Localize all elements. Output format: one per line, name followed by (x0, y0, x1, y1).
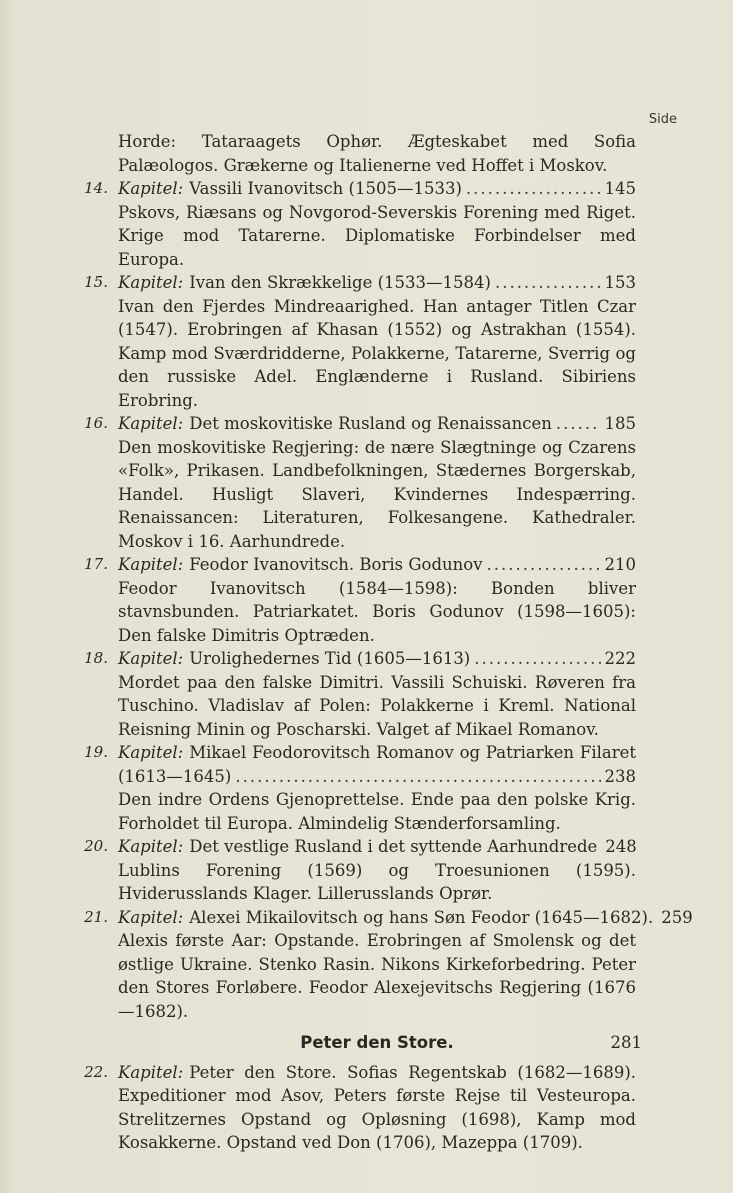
entry-page: 145 (604, 179, 636, 198)
entry-description: Den moskovitiske Regjering: de nære Slægtninge og Czarens «Folk», Prikasen. Landbefolkningen, Stædernes Borgerskab, Handel. Husligt Slaveri, Kvindernes Indespærring. Renaissancen: Literaturen, Folkesangene. Kathedraler. Moskov i 16. Aarhundrede. (118, 437, 636, 551)
entry-number: 22. (84, 1062, 108, 1081)
toc-entry-22 (84, 1061, 637, 1155)
dot-leader (487, 553, 601, 577)
entry-title: Alexei Mikailovitsch og hans Søn Feodor (1645—1682). (189, 907, 654, 927)
section-page: 281 (610, 1033, 642, 1052)
entry-description: Sofias Regentskab (1682—1689). Expeditioner mod Asov, Peters første Rejse til Vesteuropa. Strelitzernes Opstand og Opløsning (1698), Kamp mod Kosakkerne. Opstand ved Don (1706), Mazeppa (1709). (118, 1062, 637, 1152)
entry-number: 20. (84, 837, 108, 855)
entry-heading (118, 741, 636, 765)
entry-title: Peter den Store. (189, 1062, 337, 1082)
entry-description: Lublins Forening (1569) og Troesunionen (1595). Hviderusslands Klager. Lillerusslands Oprør. (118, 860, 636, 903)
intro-text: Horde: Tataraagets Ophør. Ægteskabet med Sofia Palæologos. Grækerne og Italienerne ved Hoffet i Moskov. (118, 132, 636, 175)
toc-entry (84, 177, 636, 271)
dot-leader (495, 271, 601, 295)
dot-leader (466, 177, 601, 201)
entry-page: 185 (604, 414, 636, 433)
entry-number: 18. (84, 649, 108, 667)
kapitel-label: Kapitel: (118, 743, 184, 762)
kapitel-label: Kapitel: (118, 555, 184, 574)
toc-entries (84, 177, 693, 1023)
section-heading (118, 1031, 642, 1055)
dot-leader (556, 412, 601, 436)
entry-heading (118, 271, 636, 295)
entry-title: Vassili Ivanovitsch (1505—1533) (189, 179, 462, 198)
kapitel-label: Kapitel: (118, 907, 184, 927)
entry-description: Den indre Ordens Gjenoprettelse. Ende paa den polske Krig. Forholdet til Europa. Almindelig Stænderforsamling. (118, 790, 636, 833)
entry-title: Urolighedernes Tid (1605—1613) (189, 649, 471, 668)
entry-number: 15. (84, 273, 108, 291)
entry-page: 259 (661, 907, 693, 927)
entry-description: Feodor Ivanovitsch (1584—1598): Bonden bliver stavnsbunden. Patriarkatet. Boris Godunov (1598—1605): Den falske Dimitris Optræden. (118, 578, 636, 645)
entry-description: Pskovs, Riæsans og Novgorod-Severskis Forening med Riget. Krige mod Tatarerne. Diplomatiske Forbindelser med Europa. (118, 202, 636, 269)
kapitel-label: Kapitel: (118, 837, 184, 856)
entry-heading-cont (118, 765, 636, 789)
entry-number: 14. (84, 179, 108, 197)
kapitel-label: Kapitel: (118, 273, 184, 292)
entry-description: Mordet paa den falske Dimitri. Vassili Schuiski. Røveren fra Tuschino. Vladislav af Polen: Polakkerne i Kreml. National Reisning Minin og Poscharski. Valget af Mikael Romanov. (118, 672, 636, 739)
entry-title: Mikael Feodorovitsch Romanov og Patriarken Filaret (189, 743, 636, 762)
entry-page: 222 (604, 649, 636, 668)
entry-heading (118, 647, 636, 671)
toc-entry (84, 741, 636, 835)
entry-heading (118, 412, 636, 436)
toc-entry (84, 553, 636, 647)
toc-entry (84, 835, 637, 906)
toc-entry (84, 412, 636, 553)
entry-title: Feodor Ivanovitsch. Boris Godunov (189, 555, 483, 574)
section-title: Peter den Store. (300, 1033, 454, 1052)
kapitel-label: Kapitel: (118, 649, 184, 668)
entry-number: 21. (84, 907, 108, 926)
entry-title-cont: (1613—1645) (118, 766, 232, 786)
entry-heading (118, 906, 693, 930)
toc-entry (84, 647, 636, 741)
entry-title: Ivan den Skrækkelige (1533—1584) (189, 273, 491, 292)
entry-page: 153 (604, 273, 636, 292)
kapitel-label: Kapitel: (118, 414, 184, 433)
entry-page: 248 (605, 837, 637, 856)
kapitel-label: Kapitel: (118, 1062, 184, 1082)
entry-title: Det vestlige Rusland i det syttende Aarhundrede (189, 837, 598, 856)
entry-number: 17. (84, 555, 108, 573)
entry-number: 19. (84, 743, 108, 761)
entry-heading (118, 177, 636, 201)
kapitel-label: Kapitel: (118, 179, 184, 198)
entry-page: 238 (604, 766, 636, 786)
toc-content (84, 130, 693, 1155)
entry-number: 16. (84, 414, 108, 432)
dot-leader (474, 647, 600, 671)
dot-leader (235, 765, 600, 789)
entry-description: Alexis første Aar: Opstande. Erobringen af Smolensk og det østlige Ukraine. Stenko Rasin. Nikons Kirkeforbedring. Peter den Stores Forløbere. Feodor Alexejevitschs Regjering (1676—1682). (118, 931, 636, 1021)
entry-heading (118, 835, 636, 859)
side-label: Side (648, 112, 677, 127)
toc-entry (84, 906, 693, 1024)
entry-description: Ivan den Fjerdes Mindreaarighed. Han antager Titlen Czar (1547). Erobringen af Khasan (1552) og Astrakhan (1554). Kamp mod Sværdridderne, Polakkerne, Tatarerne, Sverrig og den russiske Adel. Englænderne i Rusland. Sibiriens Erobring. (118, 296, 636, 410)
entry-title: Det moskovitiske Rusland og Renaissancen (189, 414, 552, 433)
entry-heading (118, 553, 636, 577)
entry-text (118, 1061, 636, 1155)
toc-entry (84, 271, 636, 412)
entry-page: 210 (604, 555, 636, 574)
